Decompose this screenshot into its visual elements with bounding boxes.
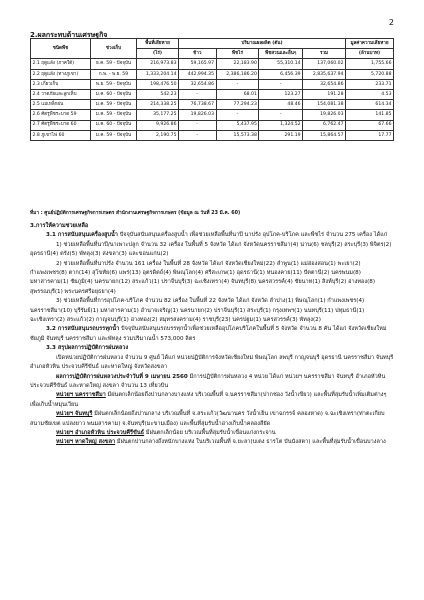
table-cell-hort: 6,456.39 [259,69,303,79]
table-cell-hort: - [259,79,303,89]
table-row [31,130,394,140]
table-cell-rice: 442,994.35 [179,69,217,79]
pump-item-3: 3) ช่วยเหลือพื้นที่การอุปโภค-บริโภค จำนวน 82 เครื่อง ในพื้นที่ 22 จังหวัด ได้แก่ จังหวัด ลำปาง(1) พิษณุโลก(1) กำแพงเพชร(4) นครราชสีมา(10) บุรีรัมย์(1) มหาสารคาม(1) อำนาจเจริญ(1) นครนายก(2) ปราจีนบุรี(1) สระบุรี(1) กรุงเทพฯ(1) นนทบุรี(11) ปทุมธานี(1) ฉะเชิงเทรา(2) สระแก้ว(2) กาญจนบุรี(1) อ่างทอง(2) สมุทรสงคราม(4) ราชบุรี(23) นครปฐม(1) นครสวรรค์(3) พัทลุง(2) [30,298,365,324]
table-cell-total: 6,762.47 [303,120,346,130]
unit-hat-yai [30,438,396,447]
table-cell-crop: 2.5 แม่เหล็กฝน [31,100,91,110]
table-cell-total: 154,081.38 [303,100,346,110]
col-period: ช่วงเก็บ [91,39,137,59]
table-cell-rice: 59,165.97 [179,59,217,69]
table-cell-hort: 123.27 [259,89,303,99]
col-crop-type: ชนิดพืช [31,39,91,59]
table-cell-area: 198,476.50 [137,79,179,89]
table-cell-hort: 1,324.52 [259,120,303,130]
table-row [31,89,394,99]
unit-hua-hin [30,429,396,438]
table-cell-hort: 55,310.14 [259,59,303,69]
unit-hat-yai-heading: หน่วยฯ หาดใหญ่ สงขลา [56,439,116,446]
unit-chanthaburi [30,410,396,429]
pump-support-text: ปัจจุบันสนับสนุนเครื่องสูบน้ำ เพื่อช่วยเหลือพื้นที่นาปี นาปรัง อุปโภค-บริโภค และพืชไร่ จำนวน 275 เครื่อง ได้แก่ [117,232,388,239]
table-cell-area: 35,177.25 [137,110,179,120]
table-cell-field: 5,437.95 [216,120,259,130]
table-cell-value: 17.77 [346,130,394,140]
unit-hat-yai-text: มีฝนตกปานกลางถึงหนักบางแห่ง ในบริเวณพื้นที่ จ.ยะลา(บเตง ธารโต บันนังสตา) และพื้นที่ลุ่มรับน้ำเขื่อนบางลาง [115,439,386,446]
royal-rain-daily-text: มีการปฏิบัติการฝนหลวง 4 หน่วย ได้แก่ หน่วยฯ นครราชสีมา จันทบุรี อำเภอหัวหิน ประจวบคีรีขันธ์ และหาดใหญ่ สงขลา จำนวน 13 เที่ยวบิน [30,373,386,389]
truck-support-heading: 3.2 การสนับสนุนรถบรรทุกน้ำ [46,326,120,333]
col-field-crops: พืชไร่ [216,49,259,59]
table-cell-rice: - [179,130,217,140]
table-body [31,59,394,141]
table-row [31,79,394,89]
table-cell-hort: 291.19 [259,130,303,140]
unit-nakhon-ratchasima-heading: หน่วยฯ นครราชสีมา [56,392,106,399]
pump-item-1: 1) ช่วยเหลือพื้นที่นาปี/นาเพาะปลูก จำนวน 32 เครื่อง ในพื้นที่ 5 จังหวัด ได้แก่ จังหวัดนครราชสีมา(4) น่าน(6) ชลบุรี(2) สระบุรี(3) พิจิตร(2) อุดรธานี(4) ตรัง(5) พัทลุง(3) สงขลา(3) และขอนแก่น(2) [30,241,392,258]
table-cell-rice: - [179,120,217,130]
table-row [31,120,394,130]
table-cell-value: 4.53 [346,89,394,99]
source-note: ที่มา : ศูนย์ปฏิบัติการเศรษฐกิจการเกษตร สำนักงานเศรษฐกิจการเกษตร (ข้อมูล ณ วันที่ 23 มี.ค. 60) [30,211,241,216]
table-cell-total: 137,060.02 [303,59,346,69]
table-row [31,110,394,120]
table-row [31,69,394,79]
table-row [31,100,394,110]
col-value: มูลค่าความเสียหาย [346,39,394,49]
table-cell-rice: 32,654.86 [179,79,217,89]
truck-support-paragraph [30,325,396,344]
unit-hua-hin-text: มีฝนตกเล็กน้อย บริเวณพื้นที่ลุ่มรับน้ำเขื่อนแก่งกระจาน [144,429,276,436]
table-cell-crop: 2.6 ศัตรูพืชระบาด 59 [31,110,91,120]
table-cell-period: ธ.ค. 59 - ปัจจุบัน [91,59,137,69]
table-cell-area: 216,973.83 [137,59,179,69]
truck-support-text: ปัจจุบันสนับสนุนรถบรรทุกน้ำเพื่อช่วยเหลืออุปโภคบริโภคในพื้นที่ 5 จังหวัด จำนวน 8 คัน ได้แก่ จังหวัดเชียงใหม่ ชัยภูมิ จันทบุรี นครราชสีมา และพัทลุง รวมปริมาณน้ำ 573,000 ลิตร [30,326,387,342]
table-cell-rice: 19,826.03 [179,110,217,120]
table-cell-area: 1,333,204.14 [137,69,179,79]
table-cell-area: 214,338.25 [137,100,179,110]
pump-support-heading: 3.1 การสนับสนุนเครื่องสูบน้ำ [46,232,118,239]
unit-nakhon-ratchasima-text: มีฝนตกเล็กน้อยถึงปานกลางบางแห่ง บริเวณพื้นที่ จ.นครราชสีมา(ปากช่อง วังน้ำเขียว) และพื้นที่ลุ่มรับน้ำเพิ่มเติมต่างๆ เพื่อเก็บน้ำหมุนเวียน [30,392,387,408]
table-cell-field: 2,386,186.20 [216,69,259,79]
col-rice: ข้าว [179,49,217,59]
table-cell-crop: 2.1 ฤดูแล้ง (ภาคใต้) [31,59,91,69]
table-cell-total: 19,826.03 [303,110,346,120]
unit-chanthaburi-text: มีฝนตกเล็กน้อยถึงปานกลาง บริเวณพื้นที่ จ.สระแก้ว(วัฒนานคร วังน้ำเย็น เขาฉกรรจ์ คลองหาด) จ.ฉะเชิงเทรา(ท่าตะเกียบ สนามชัยเขต แปลงยาว พนมสารคาม) จ.จันทบุรี(มะขามเมือง) และพื้นที่ลุ่มรับน้ำอ่างเก็บน้ำคลองสียัด [30,411,385,427]
table-cell-period: ม.ค. 59 - ปัจจุบัน [91,130,137,140]
table-cell-area: 9,926.86 [137,120,179,130]
table-cell-value: 1,755.66 [346,59,394,69]
table-cell-period: ม.ค. 59 - ปัจจุบัน [91,110,137,120]
table-cell-field: - [216,79,259,89]
table-cell-value: 141.85 [346,110,394,120]
col-output-group: ปริมาณผลผลิต (ตัน) [179,39,346,49]
royal-rain-heading: 3.3 สรุปผลการปฏิบัติการฝนหลวง [46,345,129,352]
col-total: รวม [303,49,346,59]
table-cell-field: 15,573.38 [216,130,259,140]
table-cell-total: 2,835,637.94 [303,69,346,79]
table-cell-total: 15,864.57 [303,130,346,140]
table-cell-total: 191.28 [303,89,346,99]
table-cell-crop: 2.7 ศัตรูพืชระบาด 60 [31,120,91,130]
section-title: 2.ผลกระทบด้านเศรษฐกิจ [30,31,108,39]
col-horticulture: พืชสวนและอื่นๆ [259,49,303,59]
table-row [31,59,394,69]
col-area-unit: (ไร่) [137,49,179,59]
table-cell-crop: 2.8 ภูเขาไฟ 60 [31,130,91,140]
pump-item-2: 2) ช่วยเหลือพื้นที่นาปรัง จำนวน 161 เครื่อง ในพื้นที่ 28 จังหวัด ได้แก่ จังหวัดเชียงใหม่(22) ลำพูน(1) แม่ฮ่องสอน(1) พะเยา(2) กำแพงเพชร(8) ตาก(14) สุโขทัย(6) แพร่(13) อุตรดิตถ์(4) พิษณุโลก(4) ศรีสะเกษ(1) อุดรธานี(1) หนองคาย(11) ปัตตานี(2) นครพนม(8) มหาสารคาม(1) ชัยภูมิ(4) นครนายก(12) สระแก้ว(1) ปราจีนบุรี(3) ฉะเชิงเทรา(4) จันทบุรี(8) นครสวรรค์(4) ชัยนาท(1) สิงห์บุรี(2) อ่างทอง(8) สุพรรณบุรี(1) พระนครศรีอยุธยา(4) [30,260,376,295]
table-cell-value: 5,720.88 [346,69,394,79]
table-cell-rice: - [179,89,217,99]
unit-nakhon-ratchasima [30,391,396,410]
table-cell-crop: 2.3 เกี่ยวเก็บ [31,79,91,89]
assistance-section [30,222,396,448]
table-cell-hort: - [259,110,303,120]
table-cell-period: ม.ค. 60 - ปัจจุบัน [91,120,137,130]
table-cell-area: 542.23 [137,89,179,99]
table-cell-period: ก.พ. - พ.ย. 59 [91,69,137,79]
col-area: พื้นที่เสียหาย [137,39,179,49]
economic-impact-table [30,38,394,141]
table-cell-hort: 48.46 [259,100,303,110]
table-cell-crop: 2.4 วาตภัยและลูกเห็บ [31,89,91,99]
royal-rain-units-paragraph: เปิดหน่วยปฏิบัติการฝนหลวง จำนวน 9 ศูนย์ ได้แก่ หน่วยปฏิบัติการจังหวัดเชียงใหม่ พิษณุโลก ลพบุรี กาญจนบุรี อุดรธานี นครราชสีมา จันทบุรี อำเภอหัวหิน ประจวบคีรีขันธ์ และหาดใหญ่ จังหวัดสงขลา [30,354,394,371]
royal-rain-daily-heading: ผลการปฏิบัติการฝนหลวงประจำวันที่ 9 เมษายน 2560 [56,373,188,380]
table-cell-crop: 2.2 ฤดูแล้ง (ทางภูเขา) [31,69,91,79]
table-cell-field: 68.01 [216,89,259,99]
table-cell-field: - [216,110,259,120]
table-cell-area: 2,190.75 [137,130,179,140]
section3-title: 3.การให้ความช่วยเหลือ [30,223,89,229]
table-cell-field: 77,294.23 [216,100,259,110]
table-cell-period: ม.ค. 60 - ปัจจุบัน [91,89,137,99]
unit-hua-hin-heading: หน่วยฯ อำเภอหัวหิน ประจวบคีรีขันธ์ [56,429,145,436]
pump-support-paragraph [30,231,396,240]
table-cell-period: ม.ค. 59 - ปัจจุบัน [91,100,137,110]
table-cell-rice: 76,738.67 [179,100,217,110]
col-value-unit: (ล้านบาท) [346,49,394,59]
page-number: 2 [388,18,394,27]
table-cell-value: 233.71 [346,79,394,89]
table-cell-value: 67.66 [346,120,394,130]
table-cell-value: 614.34 [346,100,394,110]
royal-rain-daily-paragraph [30,373,396,392]
table-cell-field: 22,183.90 [216,59,259,69]
table-cell-period: พ.ย. 59 - ปัจจุบัน [91,79,137,89]
unit-chanthaburi-heading: หน่วยฯ จันทบุรี [56,411,93,418]
table-cell-total: 32,654.86 [303,79,346,89]
